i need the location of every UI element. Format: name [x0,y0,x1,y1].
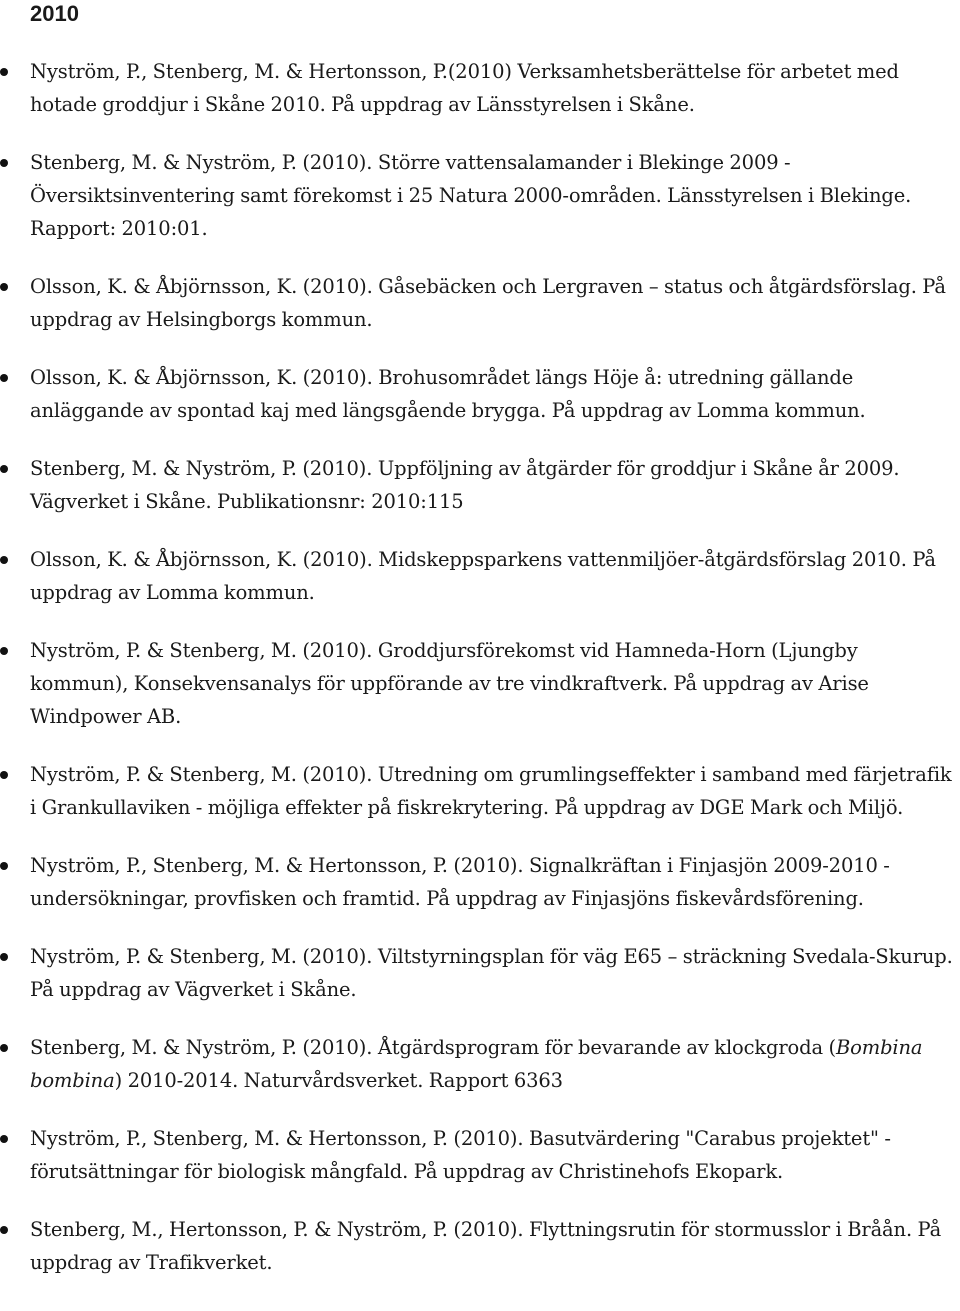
species-name: Bombina bombina [30,1036,923,1092]
reference-text: Nyström, P., Stenberg, M. & Hertonsson, P. (2010). Signalkräftan i Finjasjön 2009-2010 - undersökningar, provfisken och framtid. På uppdrag av Finjasjöns fiskevårdsförening. [30,854,890,910]
reference-text: Stenberg, M. & Nyström, P. (2010). Åtgärdsprogram för bevarande av klockgroda ( [30,1036,836,1059]
reference-item [0,361,960,427]
bullet-icon [0,1226,8,1234]
reference-text: Olsson, K. & Åbjörnsson, K. (2010). Brohusområdet längs Höje å: utredning gällande anläggande av spontad kaj med längsgående brygga. På uppdrag av Lomma kommun. [30,366,866,422]
reference-text: Nyström, P., Stenberg, M. & Hertonsson, P. (2010). Basutvärdering "Carabus projektet" - förutsättningar för biologisk mångfald. På uppdrag av Christinehofs Ekopark. [30,1127,891,1183]
reference-list [0,55,960,1304]
bullet-icon [0,283,8,291]
reference-item [0,543,960,609]
reference-text: Nyström, P., Stenberg, M. & Hertonsson, P.(2010) Verksamhetsberättelse för arbetet med hotade groddjur i Skåne 2010. På uppdrag av Länsstyrelsen i Skåne. [30,60,899,116]
reference-item [0,146,960,245]
reference-item [0,634,960,733]
bullet-icon [0,1044,8,1052]
bullet-icon [0,68,8,76]
reference-item [0,1122,960,1188]
reference-text: Olsson, K. & Åbjörnsson, K. (2010). Gåsebäcken och Lergraven – status och åtgärdsförslag. På uppdrag av Helsingborgs kommun. [30,275,946,331]
reference-item [0,452,960,518]
reference-text: Stenberg, M., Hertonsson, P. & Nyström, P. (2010). Flyttningsrutin för stormusslor i Bråån. På uppdrag av Trafikverket. [30,1218,942,1274]
section-heading: 2010 [30,1,79,26]
bullet-icon [0,647,8,655]
reference-item [0,1031,960,1097]
reference-text: Stenberg, M. & Nyström, P. (2010). Uppföljning av åtgärder för groddjur i Skåne år 2009. Vägverket i Skåne. Publikationsnr: 2010:115 [30,457,900,513]
reference-item [0,940,960,1006]
reference-item [0,758,960,824]
reference-item [0,270,960,336]
reference-text: Stenberg, M. & Nyström, P. (2010). Större vattensalamander i Blekinge 2009 - Översiktsinventering samt förekomst i 25 Natura 2000-områden. Länsstyrelsen i Blekinge. Rapport: 2010:01. [30,151,912,240]
bullet-icon [0,465,8,473]
reference-item [0,1213,960,1279]
bullet-icon [0,862,8,870]
bullet-icon [0,953,8,961]
reference-item [0,55,960,121]
bullet-icon [0,374,8,382]
bullet-icon [0,1135,8,1143]
bullet-icon [0,556,8,564]
reference-text: Nyström, P. & Stenberg, M. (2010). Groddjursförekomst vid Hamneda-Horn (Ljungby kommun), Konsekvensanalys för uppförande av tre vindkraftverk. På uppdrag av Arise Windpower AB. [30,639,869,728]
reference-text: Nyström, P. & Stenberg, M. (2010). Utredning om grumlingseffekter i samband med färjetrafik i Grankullaviken - möjliga effekter på fiskrekrytering. På uppdrag av DGE Mark och Miljö. [30,763,952,819]
bullet-icon [0,771,8,779]
reference-text: Nyström, P. & Stenberg, M. (2010). Viltstyrningsplan för väg E65 – sträckning Svedala-Skurup. På uppdrag av Vägverket i Skåne. [30,945,953,1001]
bullet-icon [0,159,8,167]
reference-item [0,849,960,915]
reference-text: ) 2010-2014. Naturvårdsverket. Rapport 6363 [114,1069,563,1092]
reference-text: Olsson, K. & Åbjörnsson, K. (2010). Midskeppsparkens vattenmiljöer-åtgärdsförslag 2010. På uppdrag av Lomma kommun. [30,548,936,604]
